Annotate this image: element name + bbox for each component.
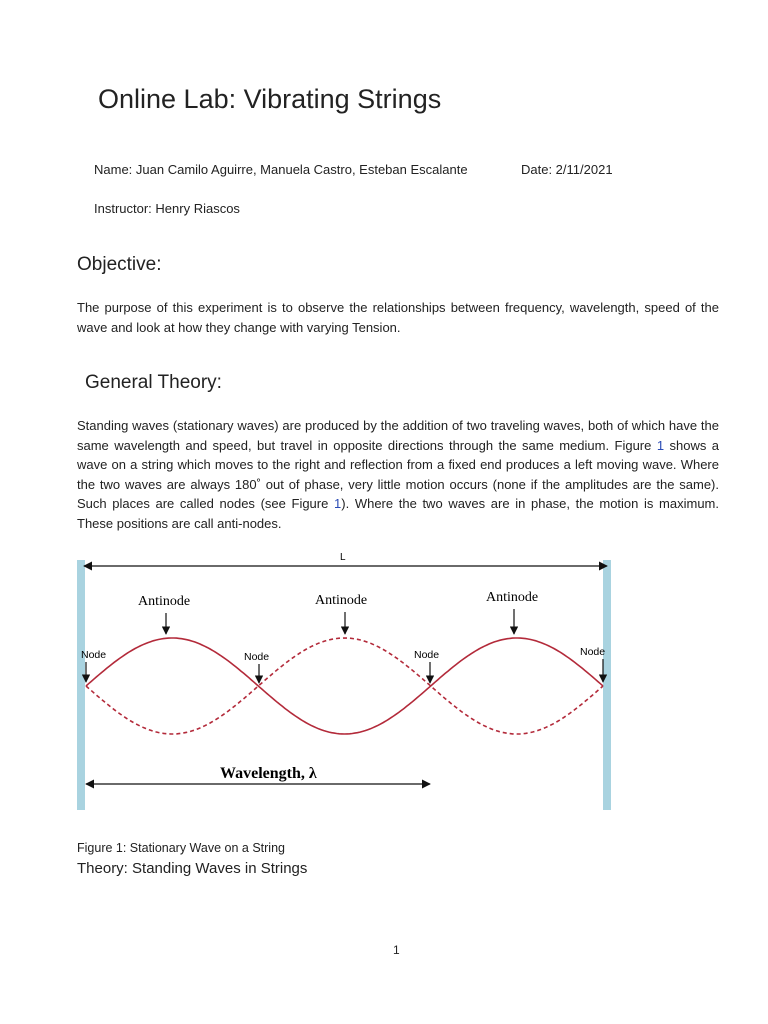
objective-heading: Objective:	[77, 254, 162, 275]
instructor-line: Instructor: Henry Riascos	[94, 201, 240, 216]
antinode-label-3: Antinode	[486, 590, 539, 605]
node-label-1: Node	[81, 649, 107, 661]
page-number: 1	[393, 943, 400, 957]
theory-text-2: shows a wave on a string which moves to the right and reflection from a fixed end produces a left moving wave. Where the two waves are always 180˚ out of phase, very little motion occurs (none if the amplitudes are the same). Such places are called nodes (see Figure	[77, 437, 719, 512]
objective-text: The purpose of this experiment is to observe the relationships between frequency, wavelength, speed of the wave and look at how they change with varying Tension.	[77, 300, 719, 335]
antinode-label-1: Antinode	[138, 594, 191, 609]
theory-text-1: Standing waves (stationary waves) are produced by the addition of two traveling waves, both of which have the same wavelength and speed, but travel in opposite directions through the same medium. Figure	[77, 418, 719, 453]
page-title: Online Lab: Vibrating Strings	[98, 84, 442, 114]
node-label-4: Node	[580, 646, 606, 658]
wave-dashed	[86, 638, 606, 734]
right-wall	[603, 560, 611, 810]
node-label-2: Node	[244, 651, 270, 663]
theory-subheading-rest: Standing Waves in Strings	[127, 860, 308, 877]
theory-subheading-bold: Theory:	[77, 860, 128, 877]
length-label: L	[340, 552, 346, 563]
wavelength-label: Wavelength, λ	[220, 765, 317, 782]
date-line: Date: 2/11/2021	[521, 162, 613, 177]
node-label-3: Node	[414, 649, 440, 661]
left-wall	[77, 560, 85, 810]
theory-subheading	[77, 860, 307, 877]
theory-text-3: ). Where the two waves are in phase, the motion is maximum. These positions are call anti-nodes.	[77, 496, 719, 531]
figure-ref-link[interactable]: 1	[656, 437, 665, 453]
figure-caption: Figure 1: Stationary Wave on a String	[77, 841, 285, 855]
name-line: Name: Juan Camilo Aguirre, Manuela Castro, Esteban Escalante	[94, 162, 468, 177]
antinode-label-2: Antinode	[315, 593, 368, 608]
wave-solid	[86, 638, 606, 734]
theory-heading: General Theory:	[85, 372, 222, 393]
figure-ref-link[interactable]: 1	[334, 496, 342, 512]
